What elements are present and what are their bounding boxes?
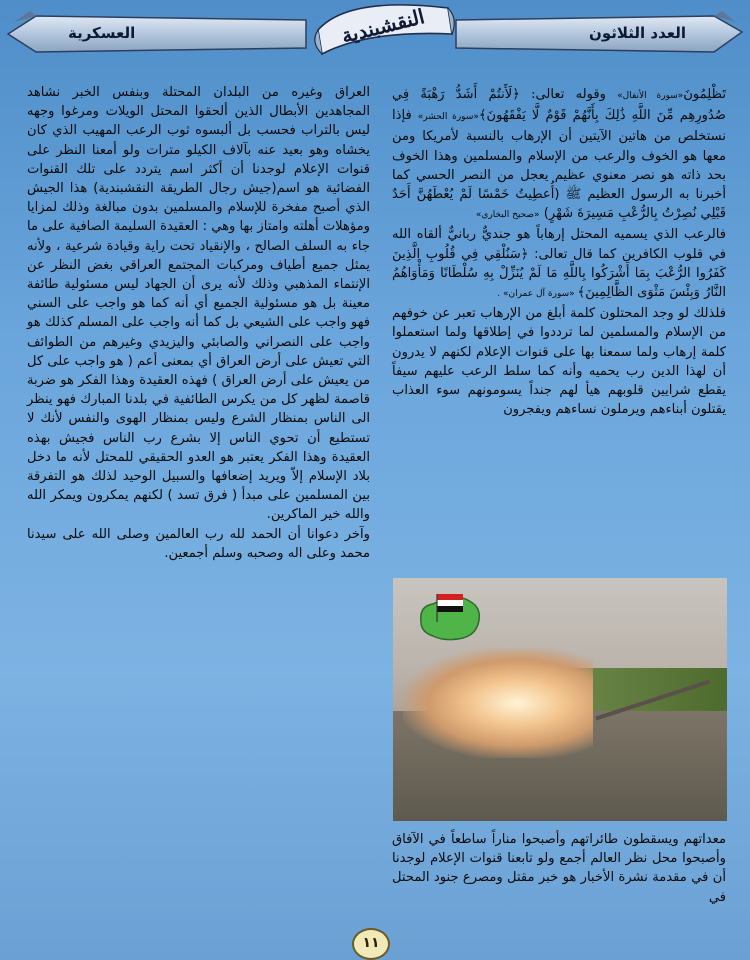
title-scroll <box>308 0 458 58</box>
paragraph: فلذلك لو وجد المحتلون كلمة أبلغ من الإرهاب تعبر عن خوفهم من الإسلام والمسلمين لما ترددوا في إطلاقها ولما استعملوا كلمة إرهاب ولما سمعنا بها على قنوات الإعلام لكنهم لا يدرون أن لهذا الدين رب يحميه وأنه كما سلط الرعب عليهم سيفاً يقطع شرايين قلوبهم هيأ لهم جنداً يسومونهم سوء العذاب يقتلون أبناءهم ويرملون نساءهم ويفجرون <box>392 306 726 418</box>
page-title: النقشبندية <box>339 4 427 48</box>
paragraph: العراق وغيره من البلدان المحتلة وبنفس الخبر نشاهد المجاهدين الأبطال الذين ألحقوا المحتل الويلات ومرغوا وجهه ليس بالتراب فحسب بل ألبسوه ثوب الرعب المهيب الذي كان يخشاه وهو بعيد عنه بآلاف الكيلو مترات ولو أمعنا النظر على قنوات الإعلام لوجدنا أن أكثر اسم يتردد على تلك القنوات الفضائية هو اسم(جيش رجال الطريقة النقشبندية) هذا الجيش الذي أصبح مفخرة للإسلام والمسلمين بدون مبالغة وذلك لمزايا ومؤهلات أهلته وامتاز بها وهي : العقيدة السليمة الصافية على ما جاء به السلف الصالح ، والإنقياد تحت راية وقيادة شرعية ، ولأنه يمثل جميع أطياف ومركبات المجتمع العراقي بغض النظر عن الإنتماء المذهبي وذلك لأنه يرى أن الجهاد ليس مسئولية طائفة معينة بل هو مسئولية الجميع أي أنه كما هو واجب على السني فهو واجب على الشيعي بل كما أنه واجب على المسلم كذلك هو واجب على النصراني والصابئي واليزيدي وغيرهم من الطوائف التي تعيش على أرض العراق أي بمعنى أعم ( هو واجب على كل من يعيش على أرض العراق ) فهذه العقيدة وهذا الفكر هو ضربة قاصمة لظهر كل من يكرس الطائفية في بلدنا المبارك فهو ينظر الى الناس بمنظار الشرع وليس بمنظار الهوى والنفس لأنك لا تستطيع أن تحوي الناس إلا بشرع رب الناس فجيش بهذه العقيدة وهذا الفكر يعتبر هو العدو الحقيقي للمحتل لأنه ما دخل بلاد الإسلام إلاّ ويريد إضعافها والسبيل الوحيد لذلك هو التفرقة بين المسلمين على مبدأ ( فرق تسد ) لكنهم يمكرون ويمكر الله والله خير الماكرين. <box>27 85 370 523</box>
rocket-launch-photo <box>393 578 727 821</box>
bottom-right-column <box>392 830 726 907</box>
verse-reference: سورة آل عمران <box>508 289 570 300</box>
paragraph-text: فالرعب الذي يسميه المحتل إرهاباً هو جنديٌّ ربانيٌّ ألقاه الله في قلوب الكافرين كما قال تعالى: ﴿سَنُلْقِي فِي قُلُوبِ الَّذِينَ كَفَرُوا الرُّعْبَ بِمَا أَشْرَكُوا بِاللَّهِ مَا لَمْ يُنَزِّلْ بِهِ سُلْطَانًا وَمَأْوَاهُمُ النَّارُ وَبِئْسَ مَثْوَى الظَّالِمِينَ﴾ <box>392 227 726 301</box>
right-column <box>392 85 726 419</box>
page-number: ١١ <box>352 928 390 960</box>
verse-reference: سورة الأنفال <box>622 91 678 101</box>
hadith-reference: «صحيح البخاري» <box>475 210 540 221</box>
paragraph-text: فإذا نستخلص من هاتين الآيتين أن الإرهاب بالنسبة لأمريكا ومن معها هو الخوف والرعب من الإسلام والمسلمين وهذا الخوف بحد ذاته هو نصر معنوي عظيم يعجل من النصر الحسي كما أخبرنا به الرسول العظيم ﷺ (أُعطِيتُ خَمْسًا لَمْ يُعْطَهُنَّ أَحَدٌ قَبْلِي نُصِرْتُ بِالرُّعْبِ مَسِيرَةَ شَهْرٍ) <box>392 108 726 222</box>
paragraph: فالرعب الذي يسميه المحتل إرهاباً هو جنديٌّ ربانيٌّ ألقاه الله في قلوب الكافرين كما قال تعالى: ﴿سَنُلْقِي فِي قُلُوبِ الَّذِينَ كَفَرُوا الرُّعْبَ بِمَا أَشْرَكُوا بِاللَّهِ مَا لَمْ يُنَزِّلْ بِهِ سُلْطَانًا وَمَأْوَاهُمُ النَّارُ وَبِئْسَ مَثْوَى الظَّالِمِينَ﴾ «سورة آل عمران» . <box>392 227 726 301</box>
section-label: العسكرية <box>68 24 136 42</box>
verse-reference: سورة الحشر <box>423 112 474 123</box>
closing-paragraph: وآخر دعوانا أن الحمد لله رب العالمين وصلى الله على سيدنا محمد وعلى اله وصحبه وسلم أجمعين. <box>27 526 370 561</box>
army-emblem-icon <box>415 592 485 644</box>
verse-end: تَظْلِمُونَ <box>683 87 726 102</box>
verse: وقوله تعالى: ﴿لَأَنتُمْ أَشَدُّ رَهْبَةً فِي صُدُورِهِم مِّنَ اللَّهِ ذَٰلِكَ بِأَنَّهُمْ قَوْمٌ لَّا يَفْقَهُونَ﴾ <box>392 87 726 124</box>
launch-blast <box>403 648 593 758</box>
issue-label: العدد الثلاثون <box>589 24 686 42</box>
paragraph: معداتهم ويسقطون طائراتهم وأصبحوا مناراً ساطعاً في الآفاق وأصبحوا محل نظر العالم أجمع ولو تابعنا قنوات الإعلام لوجدنا أن في مقدمة نشرة الأخبار هو خبر مقتل ومصرع جنود المحتل في <box>392 832 726 905</box>
left-column <box>27 83 370 563</box>
paragraph: تَظْلِمُونَ«سورة الأنفال» وقوله تعالى: ﴿لَأَنتُمْ أَشَدُّ رَهْبَةً فِي صُدُورِهِم مِّنَ اللَّهِ ذَٰلِكَ بِأَنَّهُمْ قَوْمٌ لَّا يَفْقَهُونَ﴾«سورة الحشر» فإذا نستخلص من هاتين الآيتين أن الإرهاب بالنسبة لأمريكا ومن معها هو الخوف والرعب من الإسلام والمسلمين وهذا الخوف بحد ذاته هو نصر معنوي عظيم يعجل من النصر الحسي كما أخبرنا به الرسول العظيم ﷺ (أُعطِيتُ خَمْسًا لَمْ يُعْطَهُنَّ أَحَدٌ قَبْلِي نُصِرْتُ بِالرُّعْبِ مَسِيرَةَ شَهْرٍ) «صحيح البخاري» <box>392 87 726 222</box>
